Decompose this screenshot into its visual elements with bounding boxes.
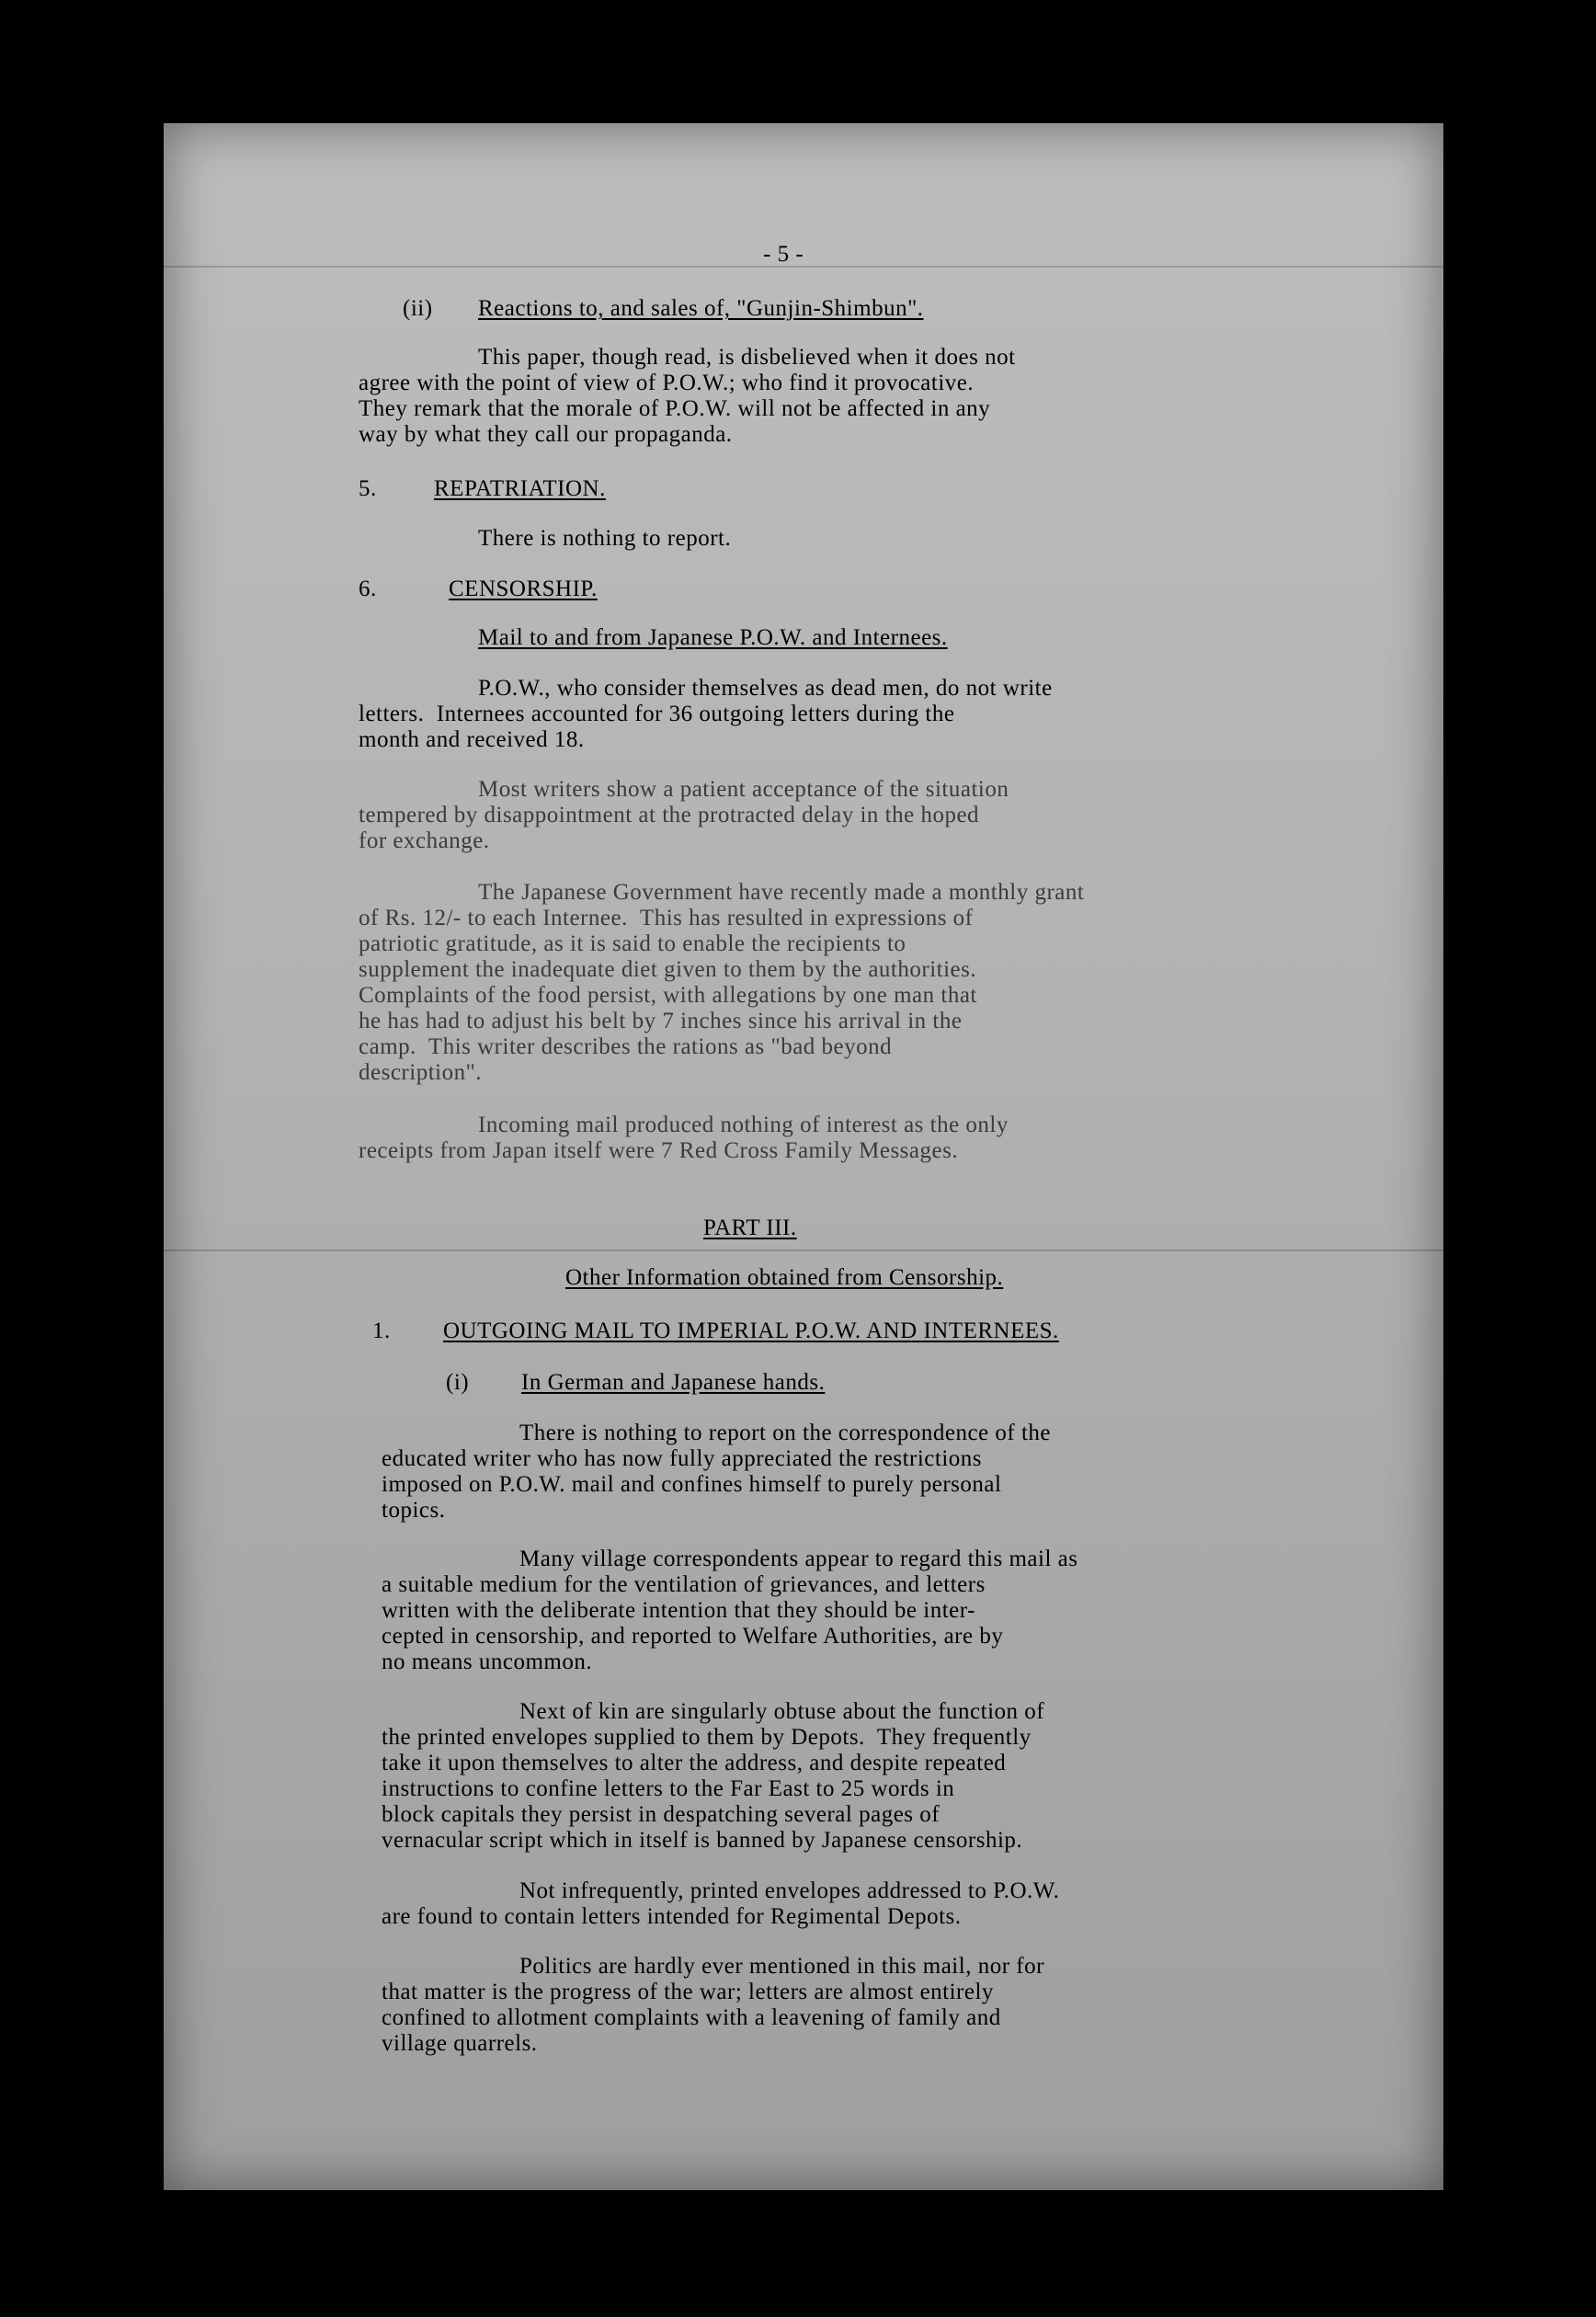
paragraph-line: confined to allotment complaints with a leavening of family and xyxy=(382,2005,1001,2030)
paragraph-line: instructions to confine letters to the Far East to 25 words in xyxy=(382,1776,955,1801)
paragraph-line: Not infrequently, printed envelopes addressed to P.O.W. xyxy=(519,1878,1060,1903)
paragraph-line: description". xyxy=(359,1060,483,1085)
section-number: 1. xyxy=(372,1318,391,1343)
paragraph-line: There is nothing to report on the correspondence of the xyxy=(519,1421,1052,1445)
part-subtitle: Other Information obtained from Censorship. xyxy=(565,1265,1004,1290)
paragraph-line: written with the deliberate intention that they should be inter- xyxy=(382,1598,975,1623)
paragraph-line: he has had to adjust his belt by 7 inches since his arrival in the xyxy=(359,1009,963,1033)
subsection-heading: Mail to and from Japanese P.O.W. and Internees. xyxy=(478,625,948,650)
paragraph-line: This paper, though read, is disbelieved when it does not xyxy=(478,345,1016,370)
paragraph-line: The Japanese Government have recently made a monthly grant xyxy=(478,880,1085,905)
paragraph-line: patriotic gratitude, as it is said to enable the recipients to xyxy=(359,931,906,956)
paragraph-line: a suitable medium for the ventilation of grievances, and letters xyxy=(382,1572,986,1597)
paragraph-line: letters. Internees accounted for 36 outgoing letters during the xyxy=(359,702,955,726)
subsection-number: (i) xyxy=(446,1370,470,1395)
section-heading: OUTGOING MAIL TO IMPERIAL P.O.W. AND INTERNEES. xyxy=(443,1318,1059,1343)
paragraph-line: for exchange. xyxy=(359,828,490,853)
paragraph-line: village quarrels. xyxy=(382,2031,538,2056)
paragraph-line: take it upon themselves to alter the address, and despite repeated xyxy=(382,1751,1007,1775)
paragraph-line: Many village correspondents appear to regard this mail as xyxy=(519,1547,1078,1571)
paragraph-line: There is nothing to report. xyxy=(478,526,732,551)
paragraph-line: P.O.W., who consider themselves as dead men, do not write xyxy=(478,676,1053,701)
paragraph-line: Politics are hardly ever mentioned in this mail, nor for xyxy=(519,1954,1044,1979)
paragraph-line: receipts from Japan itself were 7 Red Cross Family Messages. xyxy=(359,1138,959,1163)
paragraph-line: supplement the inadequate diet given to them by the authorities. xyxy=(359,957,977,982)
section-number: 5. xyxy=(359,476,377,501)
paragraph-line: imposed on P.O.W. mail and confines himself to purely personal xyxy=(382,1472,1002,1497)
paragraph-line: They remark that the morale of P.O.W. will not be affected in any xyxy=(359,396,991,421)
paragraph-line: educated writer who has now fully appreciated the restrictions xyxy=(382,1446,982,1471)
paragraph-line: Incoming mail produced nothing of interest as the only xyxy=(478,1113,1009,1137)
paragraph-line: that matter is the progress of the war; letters are almost entirely xyxy=(382,1980,994,2004)
section-number: (ii) xyxy=(403,296,433,321)
paragraph-line: of Rs. 12/- to each Internee. This has resulted in expressions of xyxy=(359,906,974,930)
part-title: PART III. xyxy=(703,1216,797,1240)
section-heading: Reactions to, and sales of, "Gunjin-Shimbun". xyxy=(478,296,924,321)
paragraph-line: tempered by disappointment at the protracted delay in the hoped xyxy=(359,803,980,828)
page-number: - 5 - xyxy=(763,242,804,267)
paragraph-line: agree with the point of view of P.O.W.; who find it provocative. xyxy=(359,371,975,395)
subsection-heading: In German and Japanese hands. xyxy=(521,1370,826,1395)
paragraph-line: way by what they call our propaganda. xyxy=(359,422,733,447)
section-heading: REPATRIATION. xyxy=(434,476,606,501)
paragraph-line: vernacular script which in itself is banned by Japanese censorship. xyxy=(382,1828,1023,1853)
paragraph-line: Most writers show a patient acceptance of the situation xyxy=(478,777,1009,802)
paragraph-line: topics. xyxy=(382,1498,446,1523)
section-heading: CENSORSHIP. xyxy=(449,576,598,601)
paragraph-line: the printed envelopes supplied to them by Depots. They frequently xyxy=(382,1725,1032,1750)
paragraph-line: Next of kin are singularly obtuse about the function of xyxy=(519,1699,1045,1724)
paragraph-line: month and received 18. xyxy=(359,727,585,752)
paragraph-line: are found to contain letters intended for Regimental Depots. xyxy=(382,1904,962,1929)
paragraph-line: camp. This writer describes the rations as "bad beyond xyxy=(359,1034,893,1059)
fold-line xyxy=(164,1250,1443,1251)
paragraph-line: block capitals they persist in despatching several pages of xyxy=(382,1802,940,1827)
section-number: 6. xyxy=(359,576,377,601)
paragraph-line: Complaints of the food persist, with allegations by one man that xyxy=(359,983,977,1008)
paragraph-line: cepted in censorship, and reported to Welfare Authorities, are by xyxy=(382,1624,1004,1649)
paragraph-line: no means uncommon. xyxy=(382,1649,593,1674)
